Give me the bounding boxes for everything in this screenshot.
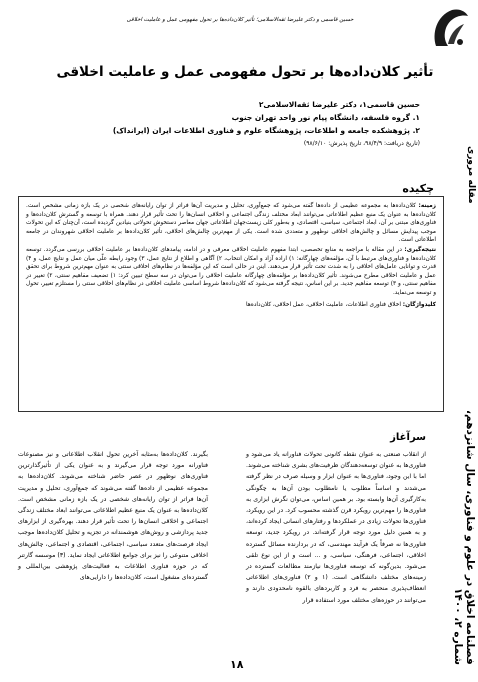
abstract-context (26, 202, 436, 245)
context-label: زمینه: (418, 203, 437, 209)
article-title: تأثیر کلان‌داده‌ها بر تحول مفهومی عمل و عاملیت اخلاقی (56, 64, 434, 80)
submission-dates: (تاریخ دریافت: ۹۸/۴/۹، تاریخ پذیرش: ۹۸/۶/۱۰) (303, 140, 420, 147)
abstract-section (18, 182, 444, 412)
keywords-label: کلیدواژگان: (402, 301, 436, 308)
section-type-label: مقاله مروری (466, 146, 476, 204)
author-names: حسین قاسمی۱، دکتر علیرضا ثقه‌الاسلامی۲ (258, 100, 420, 109)
page-number: ۱۸ (230, 658, 244, 671)
conclusion-label: نتیجه‌گیری: (404, 246, 436, 253)
body-column-left (18, 449, 208, 583)
running-header: حسین قاسمی و دکتر علیرضا ثقه‌الاسلامی؛ تأثیر کلان‌داده‌ها بر تحول مفهومی عمل و عاملیت اخلاقی (126, 17, 354, 23)
abstract-heading: چکیده (402, 182, 434, 195)
abstract-body (26, 202, 436, 310)
author-block (90, 98, 420, 150)
body-paragraph-right: از انقلاب صنعتی به عنوان نقطه کانونی تحولات فناورانه یاد می‌شود و فناوری‌ها به عنوان توسعه‌دهندگان ظرفیت‌های بشری شناخته می‌شوند. اما با این وجود، فناوری‌ها به عنوان ابزار و وسیله صرف در نظر گرفته می‌شدند و اساساً مطلوب یا نامطلوب بودن آن‌ها به چگونگی به‌کارگیری آن‌ها وابسته بود. بر همین اساس، می‌توان نگرش ابزاری به فناوری‌ها را مهم‌ترین رویکرد قرن گذشته محسوب کرد. در این رویکرد، فناوری‌ها تحولات زیادی در عملکردها و رفتارهای انسانی ایجاد کرده‌اند، و به همین دلیل مورد توجه قرار گرفته‌اند. در رویکرد جدید، توسعه فناوری‌ها نه صرفاً یک فرآیند مهندسی، که در بردارنده مسائل گسترده اخلاقی، اجتماعی، فرهنگی، سیاسی، و ... است و از این نوع تلقی می‌شود. بدین‌گونه که توسعه فناوری‌ها نیازمند مطالعات گسترده در زمینه‌های مختلف دانشگاهی است. (۱ و ۲) فناوری‌های اطلاعاتی انعطاف‌پذیری منحصر به فرد و کاربردهای بالقوه نامحدودی دارند و می‌توانند در حوزه‌های مختلف مورد استفاده قرار (246, 451, 427, 604)
abstract-conclusion (26, 246, 436, 298)
context-text: کلان‌داده‌ها به مجموعه عظیمی از داده‌ها گفته می‌شود که جمع‌آوری، تحلیل و مدیریت آن‌ها فراتر از توان رایانه‌های شخصی در یک بازه زمانی مشخص است. کلان‌داده‌ها به عنوان یک منبع عظیم اطلاعاتی می‌توانند ابعاد مختلف زندگی اجتماعی و اخلاقی انسان‌ها را تحت تأثیر قرار دهند. همراه با توسعه و گسترش کلان‌داده‌ها و فناوری‌های مبتنی بر آن، ابعاد اجتماعی، سیاسی، اقتصادی، و به‌طور کلی زیست‌جهان اطلاعاتی جهان معاصر دستخوش تحولاتی بنیادین گردیده است، آن‌چنان که این تحولات موجب پیدایش مسائل و چالش‌های اخلاقی نوظهور و متعددی شده است. یکی از مهم‌ترین چالش‌های اخلاقی، تأثیر کلان‌داده‌ها بر عاملیت اخلاقی شهروندان در جامعه اطلاعاتی است. (26, 203, 436, 244)
body-column-right (246, 449, 426, 606)
conclusion-text: در این مقاله با مراجعه به منابع تخصصی، ابتدا مفهوم عاملیت اخلاقی معرفی و در ادامه، پیامدهای کلان‌داده‌ها بر عاملیت اخلاقی بررسی می‌گردد. توسعه کلان‌داده‌ها و فناوری‌های مرتبط با آن، مؤلفه‌های چهارگانه: ۱) اراده آزاد و امکان انتخاب، ۲) آگاهی و اطلاع از نتایج عمل، ۳) وجود رابطه علّی میان عمل و نتایج عمل، و ۴) قدرت و توانایی عامل‌های اخلاقی را به شدت تحت تأثیر قرار می‌دهند. اینن در حالی است که این مؤلفه‌ها در نظام‌های اخلاقی سنتی به عنوان مهم‌ترین شروط برای تحقق عمل و عاملیت اخلاقی مطرح می‌شوند. تأثیر کلان‌داده‌ها بر مؤلفه‌های چهارگانه عاملیت اخلاقی را می‌توان در سه سطح تبیین کرد: ۱) تضعیف مفاهیم سنتی، ۲) تغییر در مفاهیم سنتی، و ۳) توسعه مفاهیم جدید. بر این اساس، نتیجه گرفته می‌شود که کلان‌داده‌ها شروط اساسی عاملیت اخلاقی در نظام‌های اخلاقی سنتی را مستلزم تغییر، تحول و توسعه می‌نماید. (26, 246, 437, 296)
section-heading: سرآغاز (390, 432, 426, 443)
body-paragraph-left: بگیرند. کلان‌داده‌ها به‌مثابه آخرین تحول انقلاب اطلاعاتی و نیز مصنوعات فناورانه مورد توجه قرار می‌گیرند و به عنوان یکی از تأثیرگذارترین فناوری‌های نوظهور در عصر حاضر شناخته می‌شوند. کلان‌داده‌ها به مجموعه عظیمی از داده‌ها گفته می‌شوند که جمع‌آوری، تحلیل و مدیریت آن‌ها فراتر از توان رایانه‌های شخصی در یک بازه زمانی مشخص است. کلان‌داده‌ها به عنوان یک منبع عظیم اطلاعاتی می‌توانند ابعاد مختلف زندگی اجتماعی و اخلاقی انسان‌ها را تحت تأثیر قرار دهند. بهره‌گیری از ابزارهای جدید پردازشی و روش‌های هوشمندانه در تجزیه و تحلیل کلان‌داده‌ها موجب ایجاد فرصت‌های متعدد سیاسی، اجتماعی، اقتصادی و اجتماعی، چالش‌های اخلاقی متنوعی را نیز برای جوامع اطلاعاتی ایجاد نماید. (۳) موسسه گارتنر که در حوزه فناوری اطلاعات به فعالیت‌های پژوهشی بین‌المللی و گسترده‌ای مشغول است، کلان‌داده‌ها را دارایی‌های (18, 451, 208, 582)
abstract-keywords (26, 301, 436, 310)
affiliation-2: ۲. پژوهشکده جامعه و اطلاعات، پژوهشگاه علوم و فناوری اطلاعات ایران (ایرانداک) (112, 126, 420, 135)
keywords-text: اخلاق فناوری اطلاعات، عاملیت اخلاقی، عمل اخلاقی، کلان‌داده‌ها (245, 301, 401, 308)
journal-logo (430, 6, 470, 52)
journal-sidebar-label: فصلنامه اخلاق در علوم و فناوری، سال شانزدهم، شماره ۲، ۱۴۰۰ (452, 410, 476, 665)
affiliation-1: ۱. گروه فلسفه، دانشگاه پیام نور واحد تهران جنوب (231, 113, 420, 122)
